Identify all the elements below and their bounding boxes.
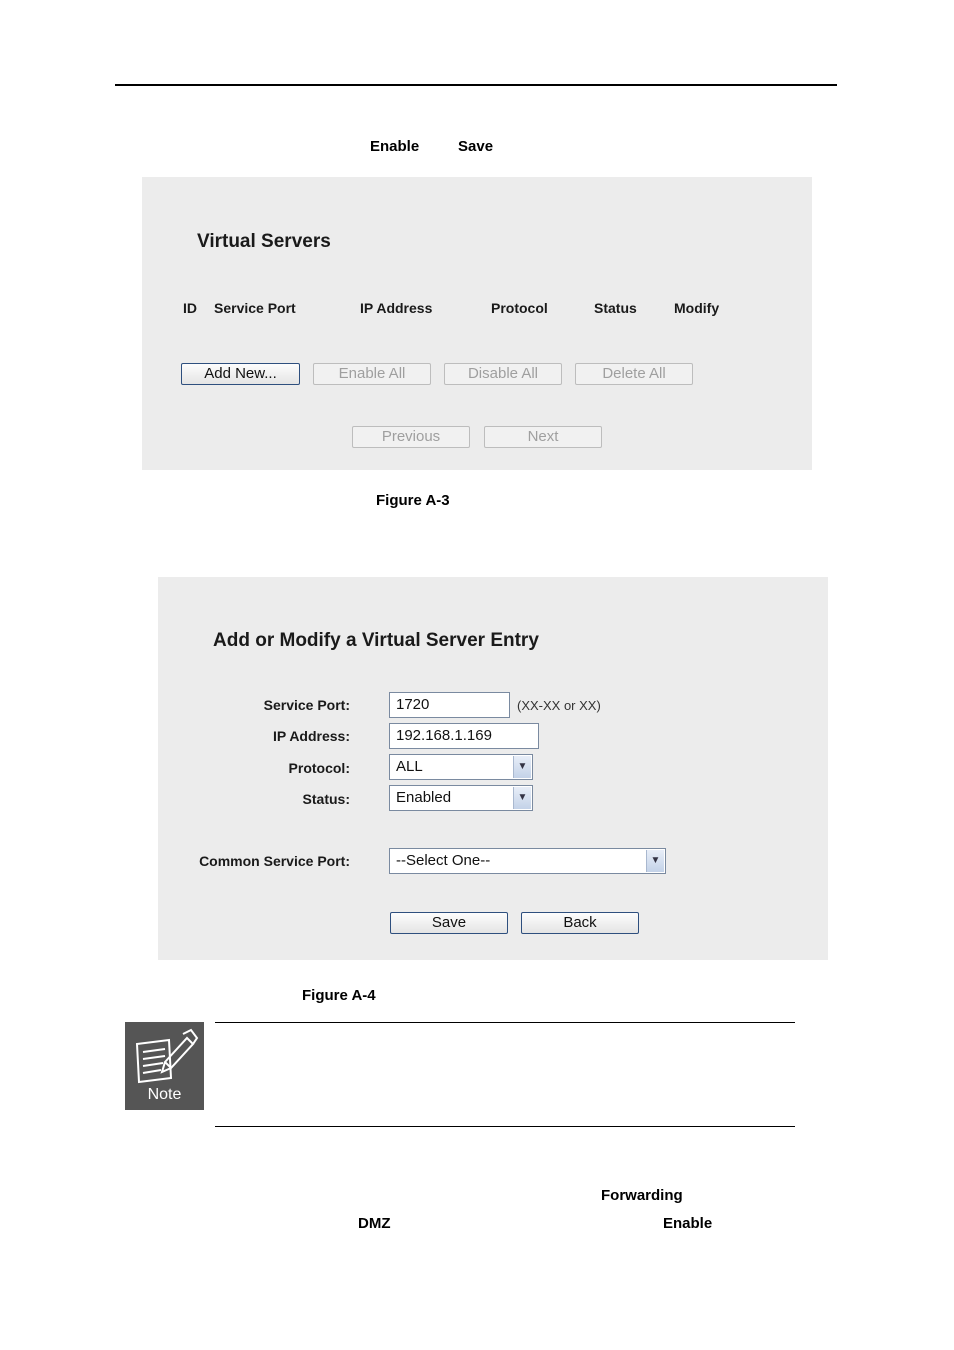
forwarding-word: Forwarding bbox=[601, 1187, 683, 1204]
dmz-word: DMZ bbox=[358, 1215, 391, 1232]
back-button[interactable]: Back bbox=[521, 912, 639, 934]
note-box bbox=[125, 1022, 204, 1110]
chevron-down-icon[interactable]: ▼ bbox=[513, 756, 531, 778]
service-port-label: Service Port: bbox=[263, 697, 350, 713]
disable-all-button[interactable]: Disable All bbox=[444, 363, 562, 385]
figure-a4-caption: Figure A-4 bbox=[302, 987, 376, 1004]
figure-a3-caption: Figure A-3 bbox=[376, 492, 450, 509]
chevron-down-icon[interactable]: ▼ bbox=[513, 787, 531, 809]
footer-enable-word: Enable bbox=[663, 1215, 713, 1232]
common-service-port-select-value: --Select One-- bbox=[396, 852, 491, 869]
protocol-select[interactable] bbox=[389, 754, 533, 780]
add-modify-title: Add or Modify a Virtual Server Entry bbox=[213, 630, 539, 651]
column-header-service-port: Service Port bbox=[214, 300, 296, 316]
column-header-id: ID bbox=[183, 300, 197, 316]
note-label: Note bbox=[147, 1086, 182, 1103]
virtual-servers-panel bbox=[142, 177, 812, 470]
virtual-servers-title: Virtual Servers bbox=[197, 231, 331, 252]
common-service-port-select[interactable] bbox=[389, 848, 666, 874]
ip-address-label: IP Address: bbox=[272, 728, 350, 744]
delete-all-button[interactable]: Delete All bbox=[575, 363, 693, 385]
ip-address-input[interactable]: 192.168.1.169 bbox=[389, 723, 539, 749]
column-header-status: Status bbox=[594, 300, 637, 316]
intro-save-word: Save bbox=[458, 138, 494, 155]
add-new-button[interactable]: Add New... bbox=[181, 363, 300, 385]
service-port-input[interactable]: 1720 bbox=[389, 692, 510, 718]
common-service-port-label: Common Service Port: bbox=[199, 853, 350, 869]
note-pencil-icon bbox=[125, 1022, 204, 1092]
protocol-label: Protocol: bbox=[288, 760, 350, 776]
status-label: Status: bbox=[302, 791, 350, 807]
status-select[interactable] bbox=[389, 785, 533, 811]
status-select-value: Enabled bbox=[396, 789, 452, 806]
add-modify-panel bbox=[158, 577, 828, 960]
column-header-ip-address: IP Address bbox=[360, 300, 433, 316]
header-rule bbox=[115, 84, 837, 86]
enable-all-button[interactable]: Enable All bbox=[313, 363, 431, 385]
column-header-protocol: Protocol bbox=[491, 300, 548, 316]
save-button[interactable]: Save bbox=[390, 912, 508, 934]
service-port-hint: (XX-XX or XX) bbox=[517, 698, 601, 713]
note-top-rule bbox=[215, 1022, 795, 1023]
intro-enable-word: Enable bbox=[370, 138, 420, 155]
chevron-down-icon[interactable]: ▼ bbox=[646, 850, 664, 872]
next-button[interactable]: Next bbox=[484, 426, 602, 448]
note-bottom-rule bbox=[215, 1126, 795, 1127]
protocol-select-value: ALL bbox=[396, 758, 423, 775]
previous-button[interactable]: Previous bbox=[352, 426, 470, 448]
column-header-modify: Modify bbox=[674, 300, 720, 316]
